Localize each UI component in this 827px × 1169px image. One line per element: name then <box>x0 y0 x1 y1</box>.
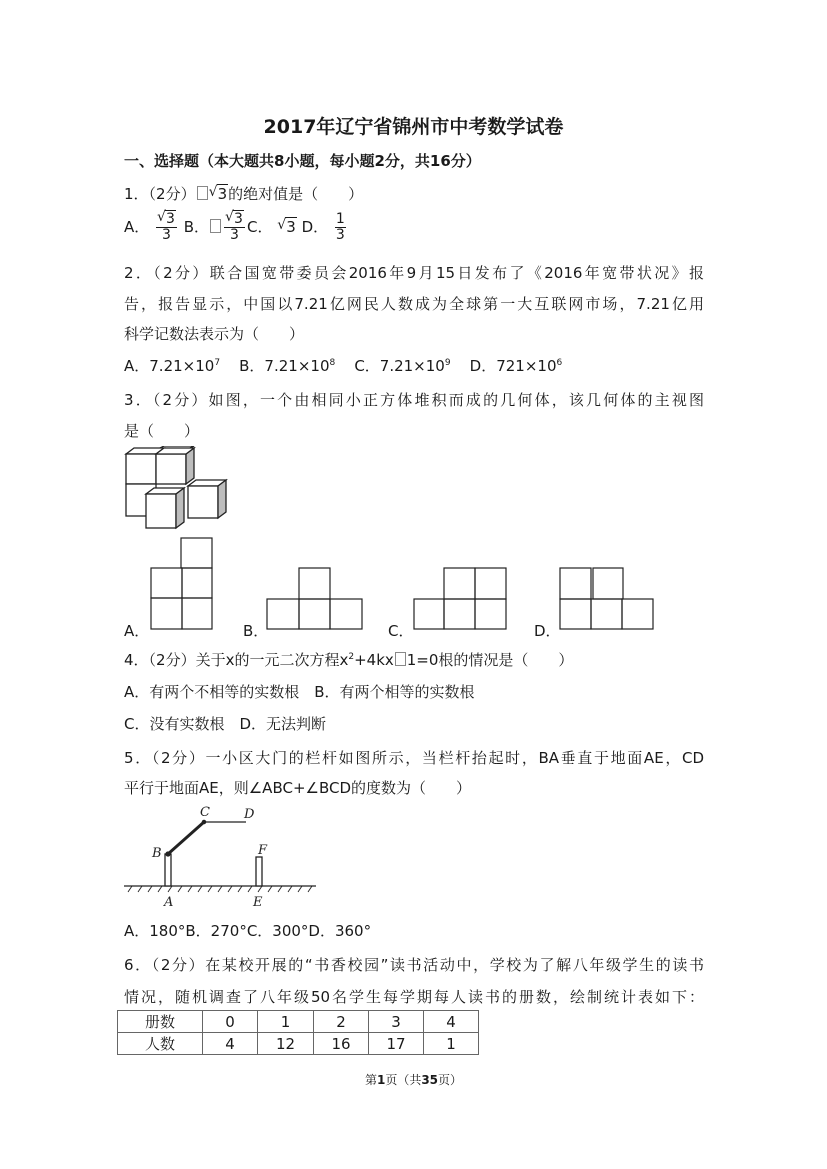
missing-glyph-icon <box>395 652 406 666</box>
question-2-options: A．$7.21\times 10^7$ B．$7.21\times 10^8$ C．$7.21\times 10^9$ D．$721\times 10^6$ <box>124 357 563 375</box>
missing-glyph-icon <box>210 219 221 233</box>
q3-option-a-label: A． <box>124 622 150 640</box>
gate-barrier-figure <box>120 802 320 908</box>
fraction-d: $\frac{1}{3}$ <box>335 211 345 243</box>
question-4-line-2: A．有两个不相等的实数根 B．有两个相等的实数根 <box>124 683 475 701</box>
table-row: 人数 4 12 16 17 1 <box>118 1033 479 1055</box>
fraction-b: √ 3 3 <box>225 209 243 243</box>
page-title: 2017年辽宁省锦州市中考数学试卷 <box>263 116 564 138</box>
q3-option-b-figure <box>266 567 364 631</box>
q3-option-b-label: B． <box>243 622 269 640</box>
question-5-line-2: 平行于地面AE，则∠ABC+∠BCD的度数为（ ） <box>124 779 472 797</box>
label-d: D <box>244 807 255 822</box>
label-c: C <box>200 805 210 820</box>
fraction-a: √ 3 3 <box>157 209 175 243</box>
q3-option-a-figure <box>150 537 214 631</box>
question-1: 1．（2分） √ 3的绝对值是（ ） <box>124 184 364 203</box>
q3-option-d-label: D． <box>534 622 561 640</box>
question-6-line-2: 情况，随机调查了八年级50名学生每学期每人读书的册数，绘制统计表如下： <box>124 988 704 1006</box>
q3-option-d-figure <box>559 567 655 631</box>
question-5-line-1: 5．（2分）一小区大门的栏杆如图所示，当栏杆抬起时，BA垂直于地面AE，CD <box>124 749 704 767</box>
sqrt-c: √ 3 <box>277 217 296 236</box>
page-footer: 第1页（共35页） <box>364 1073 463 1087</box>
question-2-line-3: 科学记数法表示为（ ） <box>124 325 305 343</box>
cube-solid-figure <box>122 446 238 532</box>
section-heading: 一、选择题（本大题共8小题，每小题2分，共16分） <box>124 152 481 170</box>
sqrt-expression: √ 3 <box>208 184 228 203</box>
reading-stats-table <box>117 1010 479 1055</box>
question-3-line-2: 是（ ） <box>124 422 200 440</box>
question-3-line-1: 3．（2分）如图，一个由相同小正方体堆积而成的几何体，该几何体的主视图 <box>124 391 704 409</box>
q3-option-c-label: C． <box>388 622 414 640</box>
missing-glyph-icon <box>197 186 208 200</box>
question-4-line-1: 4．（2分）关于x的一元二次方程$x^2+4kx$ 1=0根的情况是（ ） <box>124 651 574 669</box>
question-6-line-1: 6．（2分）在某校开展的“书香校园”读书活动中，学校为了解八年级学生的读书 <box>124 956 704 974</box>
question-2-line-1: 2．（2分）联合国宽带委员会2016年9月15日发布了《2016年宽带状况》报 <box>124 264 704 282</box>
label-e: E <box>253 895 263 908</box>
question-4-line-3: C．没有实数根 D．无法判断 <box>124 715 327 733</box>
question-2-line-2: 告，报告显示，中国以7.21亿网民人数成为全球第一大互联网市场，7.21亿用 <box>124 295 704 313</box>
label-b: B <box>152 846 162 861</box>
label-f: F <box>258 843 268 858</box>
question-1-options: A． √ 3 3 B． √ 3 3 C． √ 3 D． $\frac{1}{3}$ <box>124 209 345 243</box>
table-row: 册数 0 1 2 3 4 <box>118 1011 479 1033</box>
question-5-options: A．180°B．270°C．300°D．360° <box>124 922 372 940</box>
label-a: A <box>164 895 174 908</box>
q3-option-c-figure <box>413 567 509 631</box>
